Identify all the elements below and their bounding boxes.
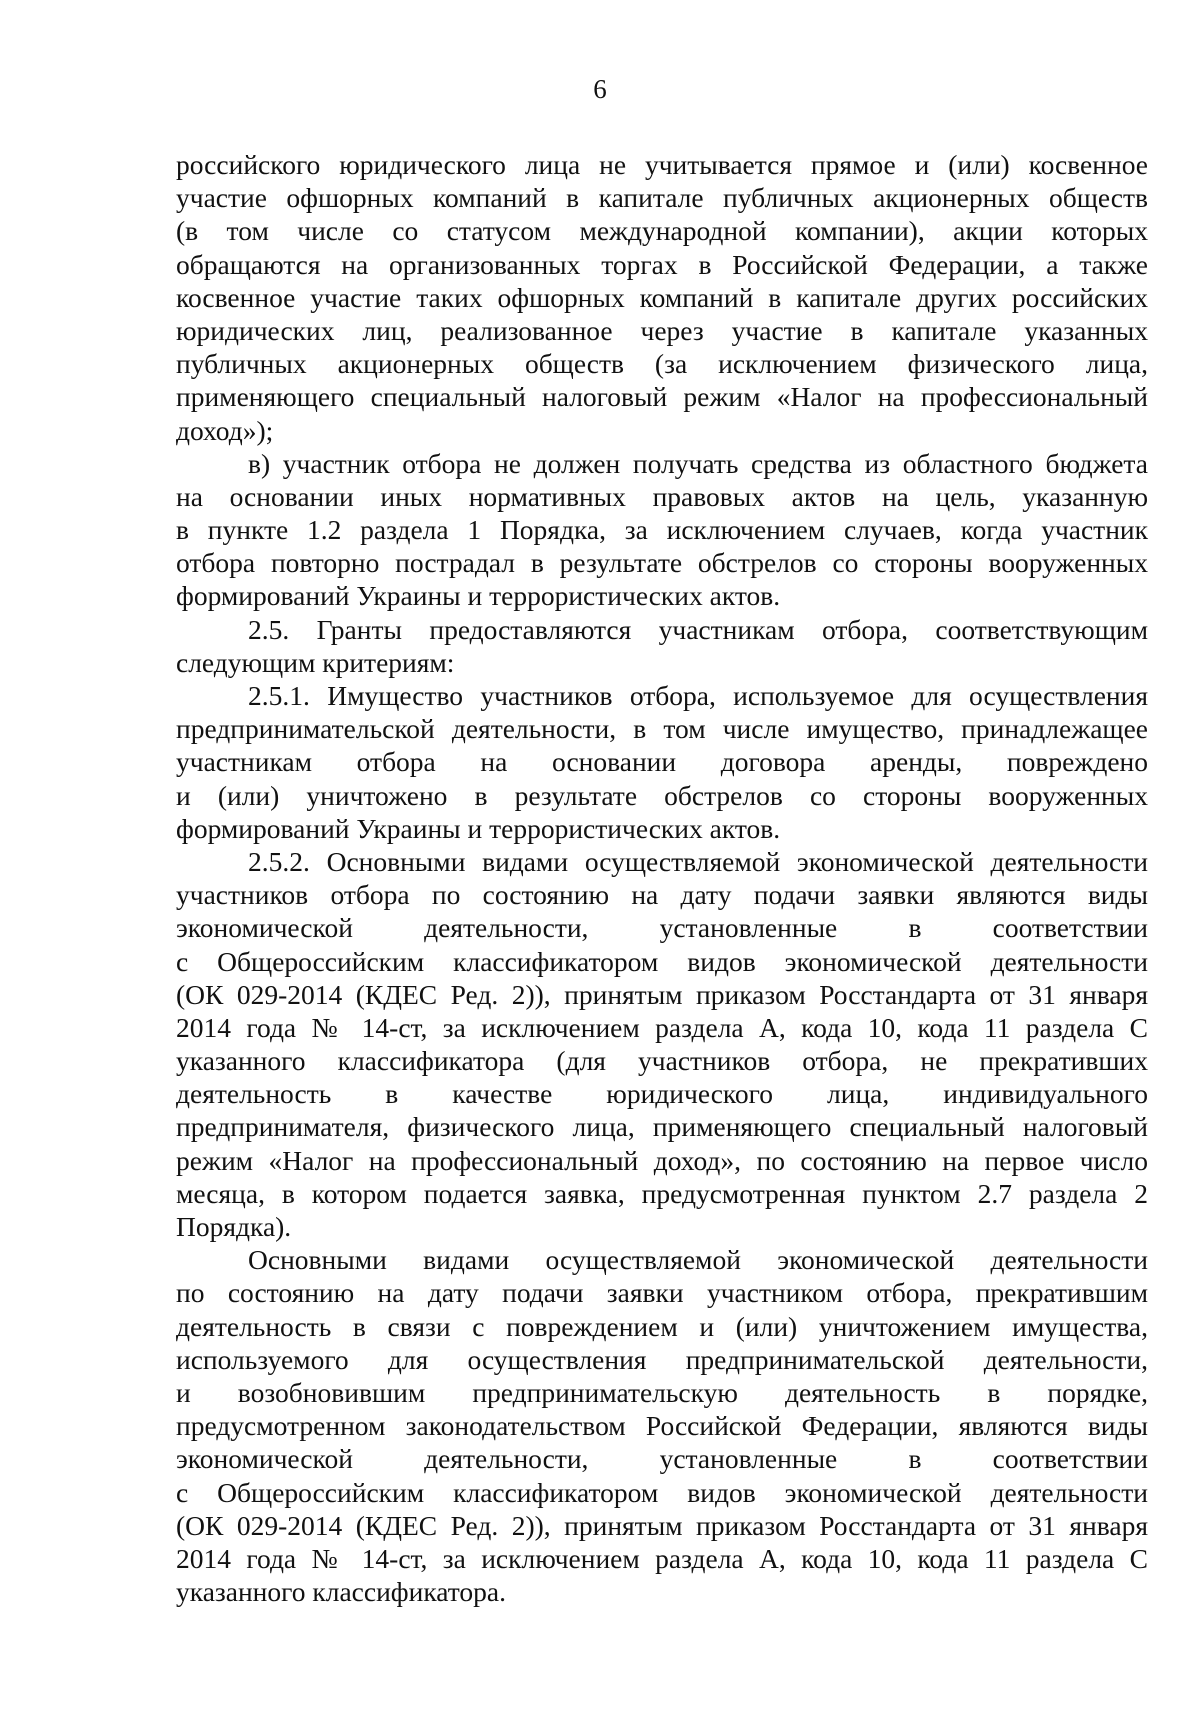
text-line: российского юридического лица не учитывается прямое и (или) косвенное <box>176 149 1148 180</box>
text-line: формирований Украины и террористических актов. <box>176 580 781 612</box>
text-line: деятельность в качестве юридического лица, индивидуального <box>176 1078 1148 1110</box>
text-line: публичных акционерных обществ (за исключением физического лица, <box>176 348 1148 380</box>
text-line: предпринимателя, физического лица, применяющего специальный налоговый <box>176 1111 1148 1143</box>
text-line: доход»); <box>176 414 274 446</box>
text-line: Порядка). <box>176 1211 292 1242</box>
text-line: юридических лиц, реализованное через участие в капитале указанных <box>176 314 1148 346</box>
text-line: формирований Украины и террористических актов. <box>176 812 781 844</box>
text-line: 2.5. Гранты предоставляются участникам отбора, соответствующим <box>248 613 1148 645</box>
text-line: предусмотренном законодательством Российской Федерации, являются виды <box>176 1410 1148 1442</box>
text-line: (ОК 029-2014 (КДЕС Ред. 2)), принятым приказом Росстандарта от 31 января <box>176 978 1148 1010</box>
text-line: 2014 года № 14-ст, за исключением раздела А, кода 10, кода 11 раздела С <box>176 1011 1148 1043</box>
text-line: режим «Налог на профессиональный доход», по состоянию на первое число <box>176 1144 1148 1176</box>
document-body <box>176 148 1148 1608</box>
text-line: и возобновившим предпринимательскую деятельность в порядке, <box>176 1376 1148 1408</box>
text-line: участникам отбора на основании договора аренды, повреждено <box>176 746 1148 778</box>
text-line: указанного классификатора (для участников отбора, не прекративших <box>176 1045 1148 1077</box>
page-number: 6 <box>593 74 607 104</box>
text-line: в) участник отбора не должен получать средства из областного бюджета <box>248 447 1148 479</box>
text-line: с Общероссийским классификатором видов экономической деятельности <box>176 945 1148 977</box>
text-line: и (или) уничтожено в результате обстрелов со стороны вооруженных <box>176 779 1148 811</box>
text-line: с Общероссийским классификатором видов экономической деятельности <box>176 1476 1148 1508</box>
text-line: 2014 года № 14-ст, за исключением раздела А, кода 10, кода 11 раздела С <box>176 1542 1148 1574</box>
text-line: обращаются на организованных торгах в Российской Федерации, а также <box>176 248 1148 280</box>
text-line: 2.5.1. Имущество участников отбора, используемое для осуществления <box>248 680 1148 711</box>
text-line: на основании иных нормативных правовых актов на цель, указанную <box>176 480 1148 512</box>
text-line: месяца, в котором подается заявка, предусмотренная пунктом 2.7 раздела 2 <box>176 1177 1148 1209</box>
text-line: косвенное участие таких офшорных компаний в капитале других российских <box>176 281 1148 313</box>
text-line: деятельность в связи с повреждением и (или) уничтожением имущества, <box>176 1310 1148 1342</box>
text-line: в пункте 1.2 раздела 1 Порядка, за исключением случаев, когда участник <box>176 514 1148 546</box>
text-line: (ОК 029-2014 (КДЕС Ред. 2)), принятым приказом Росстандарта от 31 января <box>176 1509 1148 1541</box>
text-line: следующим критериям: <box>176 646 455 678</box>
text-line: участников отбора по состоянию на дату подачи заявки являются виды <box>176 879 1148 911</box>
text-line: (в том числе со статусом международной компании), акции которых <box>176 215 1148 247</box>
text-line: отбора повторно пострадал в результате обстрелов со стороны вооруженных <box>176 547 1148 579</box>
text-line: используемого для осуществления предпринимательской деятельности, <box>176 1343 1148 1375</box>
text-line: участие офшорных компаний в капитале публичных акционерных обществ <box>176 182 1148 214</box>
text-line: экономической деятельности, установленные в соответствии <box>176 912 1148 944</box>
text-line: указанного классификатора. <box>176 1576 506 1608</box>
text-line: по состоянию на дату подачи заявки участником отбора, прекратившим <box>176 1277 1148 1309</box>
text-line: экономической деятельности, установленные в соответствии <box>176 1443 1148 1475</box>
text-line: Основными видами осуществляемой экономической деятельности <box>248 1244 1148 1276</box>
text-line: применяющего специальный налоговый режим «Налог на профессиональный <box>176 381 1148 413</box>
text-line: предпринимательской деятельности, в том числе имущество, принадлежащее <box>176 713 1148 745</box>
text-line: 2.5.2. Основными видами осуществляемой экономической деятельности <box>248 845 1148 877</box>
